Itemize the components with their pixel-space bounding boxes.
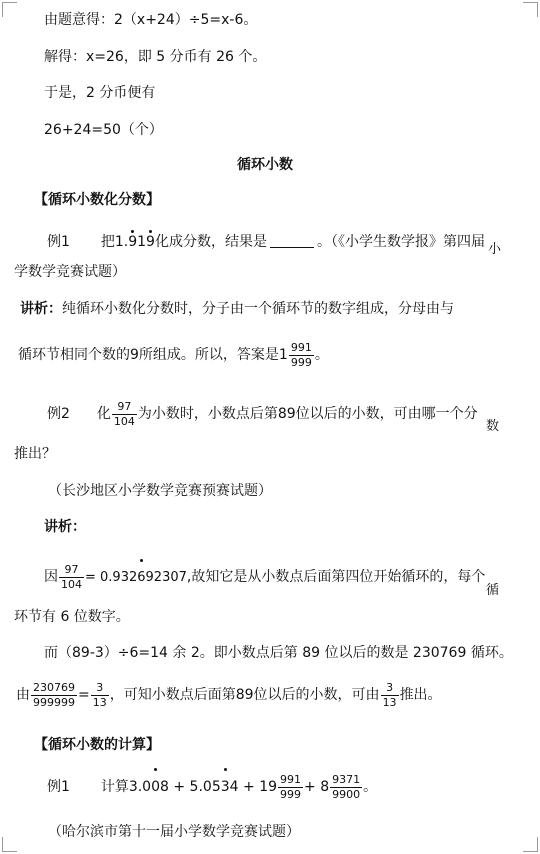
text-line: 而（89-3）÷6=14 余 2。即小数点后第 89 位以后的数是 230769 循环。 [44,645,513,661]
wrapped-char: 循 [486,583,500,598]
example-label: 例1 [47,779,70,795]
fraction: $\frac{991}{999}$ [280,772,302,801]
analysis-label: 讲析： [20,301,62,317]
text-line: 解得：x=26，即 5 分币有 26 个。 [44,49,267,65]
wrapped-char: 数 [486,419,500,434]
text-line: 由题意得：2（x+24）÷5=x-6。 [44,12,258,28]
fraction: $\frac{991}{999}$ [290,340,312,369]
fraction: $\frac{230769}{999999}$ [33,680,75,709]
page-corner-mark [523,837,538,852]
example-label: 例1 [47,234,70,250]
fraction: $\frac{97}{104}$ [113,399,135,428]
page-corner-mark [2,837,17,852]
repeating-digit: 6 [137,561,145,595]
example-2-line: 例2 化 $\frac{97}{104}$ 为小数时，小数点后第89位以后的小数，可由哪一个分 [47,399,478,428]
fraction: $\frac{3}{13}$ [382,680,397,709]
text-line: 于是，2 分币便有 [44,85,156,101]
fraction: $\frac{3}{13}$ [92,680,107,709]
example-1-line: 例1 把1.919化成分数，结果是 。（《小学生数学报》第四届 [47,234,485,250]
source-note: （长沙地区小学数学竞赛预赛试题） [48,483,272,499]
subsection-heading: 【循环小数的计算】 [34,737,160,753]
repeating-digit: 9 [128,234,138,250]
repeating-digit: 9 [146,234,155,250]
analysis-line: 因 $\frac{97}{104}$ = 0.932692307,故知它是从小数点后面第四位开始循环的，每个 [44,560,485,595]
text-line: 26+24=50（个） [44,122,163,138]
analysis-line: 由 $\frac{230769}{999999}$ = $\frac{3}{13}$ ，可知小数点后面第89位以后的小数，可由 $\frac{3}{13}$ 推出。 [16,680,442,709]
repeating-digit: 0 [151,770,160,804]
repeating-digit: 3 [221,770,230,804]
text-line: 环节有 6 位数字。 [14,609,130,625]
fraction: $\frac{97}{104}$ [61,562,82,591]
page-corner-mark [2,2,17,17]
subsection-heading: 【循环小数化分数】 [34,192,160,208]
wrapped-char: 小 [488,242,502,257]
text-line: 推出？ [14,446,56,462]
example-3-line: 例1 计算3.008 + 5.0534 + 19 $\frac{991}{999}$ + 8 $\frac{9371}{9900}$ 。 [47,770,377,804]
example-label: 例2 [47,406,70,422]
page-corner-mark [523,2,538,17]
analysis-line: 讲析：纯循环小数化分数时，分子由一个循环节的数字组成，分母由与 [20,301,454,317]
answer-blank [270,233,314,248]
source-note: （哈尔滨市第十一届小学数学竞赛试题） [48,824,300,840]
fraction: $\frac{9371}{9900}$ [332,772,361,801]
text-line: 学数学竞赛试题） [14,264,126,280]
analysis-line: 循环节相同个数的9所组成。所以，答案是1 $\frac{991}{999}$ 。 [18,340,329,369]
analysis-label: 讲析： [44,519,86,535]
section-title: 循环小数 [237,157,293,173]
